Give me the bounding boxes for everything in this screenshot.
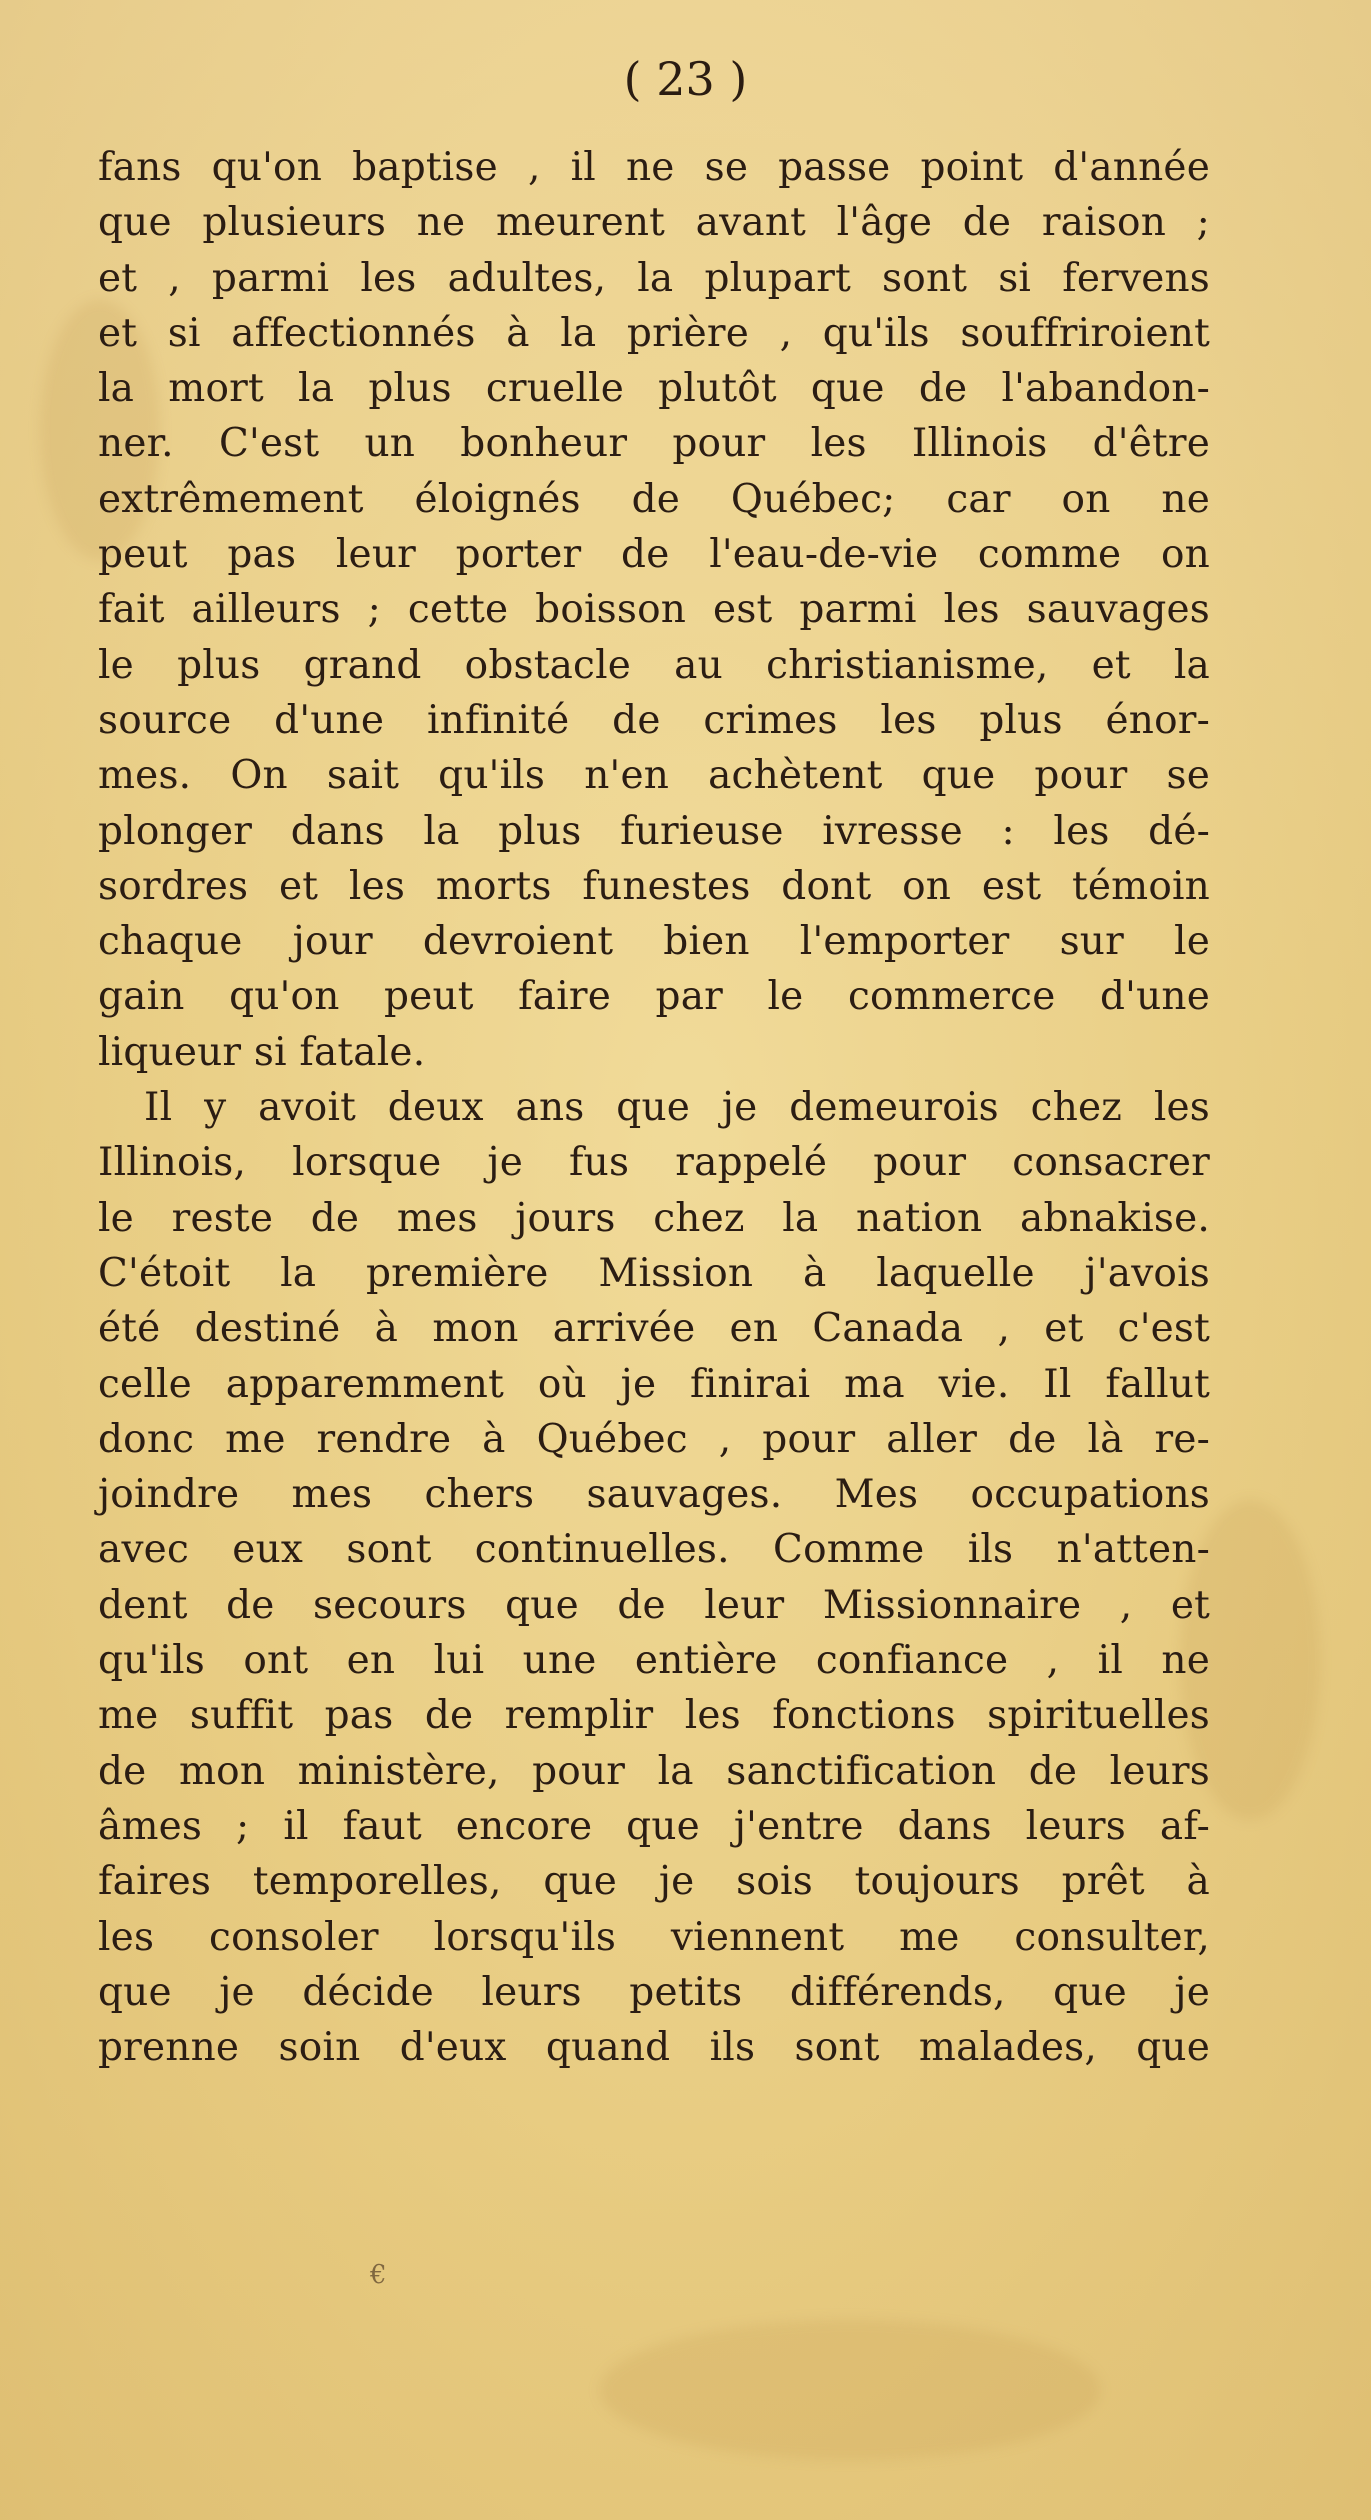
text-line: source d'une infinité de crimes les plus énor- (98, 697, 1210, 743)
text-line: sordres et les morts funestes dont on est témoin (98, 863, 1210, 909)
text-line: la mort la plus cruelle plutôt que de l'abandon- (98, 366, 1210, 412)
text-line: C'étoit la première Mission à laquelle j'avois (98, 1250, 1210, 1296)
text-line: liqueur si fatale. (98, 1029, 426, 1075)
text-line: plonger dans la plus furieuse ivresse : les dé- (98, 808, 1210, 854)
text-line: que je décide leurs petits différends, que je (98, 1969, 1210, 2015)
text-line: me suffit pas de remplir les fonctions spirituelles (98, 1693, 1210, 1739)
text-line: fans qu'on baptise , il ne se passe point d'année (98, 145, 1210, 190)
paper-stain (600, 2320, 1100, 2460)
signature-mark: € (370, 2260, 387, 2290)
text-line: de mon ministère, pour la sanctification de leurs (98, 1748, 1210, 1794)
text-line: chaque jour devroient bien l'emporter sur le (98, 919, 1210, 965)
text-line: joindre mes chers sauvages. Mes occupations (98, 1472, 1210, 1518)
text-line: donc me rendre à Québec , pour aller de là re- (98, 1416, 1210, 1462)
text-line: qu'ils ont en lui une entière confiance , il ne (98, 1638, 1210, 1684)
text-line: et , parmi les adultes, la plupart sont si fervens (98, 255, 1210, 301)
text-line: âmes ; il faut encore que j'entre dans leurs af- (98, 1803, 1210, 1849)
text-line: peut pas leur porter de l'eau-de-vie comme on (98, 532, 1210, 578)
text-line: faires temporelles, que je sois toujours prêt à (98, 1859, 1210, 1905)
text-line: fait ailleurs ; cette boisson est parmi les sauvages (98, 587, 1210, 633)
text-line: que plusieurs ne meurent avant l'âge de raison ; (98, 200, 1210, 246)
text-line: prenne soin d'eux quand ils sont malades, que (98, 2025, 1210, 2071)
text-line: mes. On sait qu'ils n'en achètent que pour se (98, 753, 1210, 799)
text-line: les consoler lorsqu'ils viennent me consulter, (98, 1914, 1210, 1960)
page-number: ( 23 ) (623, 52, 748, 106)
text-line: le plus grand obstacle au christianisme, et la (98, 642, 1210, 688)
text-line: avec eux sont continuelles. Comme ils n'atten- (98, 1527, 1210, 1573)
text-line: celle apparemment où je finirai ma vie. Il fallut (98, 1361, 1210, 1407)
text-line: Illinois, lorsque je fus rappelé pour consacrer (98, 1140, 1210, 1186)
text-line: dent de secours que de leur Missionnaire , et (98, 1582, 1210, 1628)
paragraph (98, 1080, 1210, 2075)
text-line: le reste de mes jours chez la nation abnakise. (98, 1195, 1210, 1241)
body-text (98, 140, 1210, 2075)
text-line: gain qu'on peut faire par le commerce d'une (98, 974, 1210, 1020)
paragraph (98, 140, 1210, 1080)
text-line: été destiné à mon arrivée en Canada , et c'est (98, 1306, 1210, 1352)
text-line: Il y avoit deux ans que je demeurois chez les (144, 1085, 1210, 1131)
text-line: ner. C'est un bonheur pour les Illinois d'être (98, 421, 1210, 467)
text-line: et si affectionnés à la prière , qu'ils souffriroient (98, 310, 1210, 356)
text-line: extrêmement éloignés de Québec; car on ne (98, 476, 1210, 522)
